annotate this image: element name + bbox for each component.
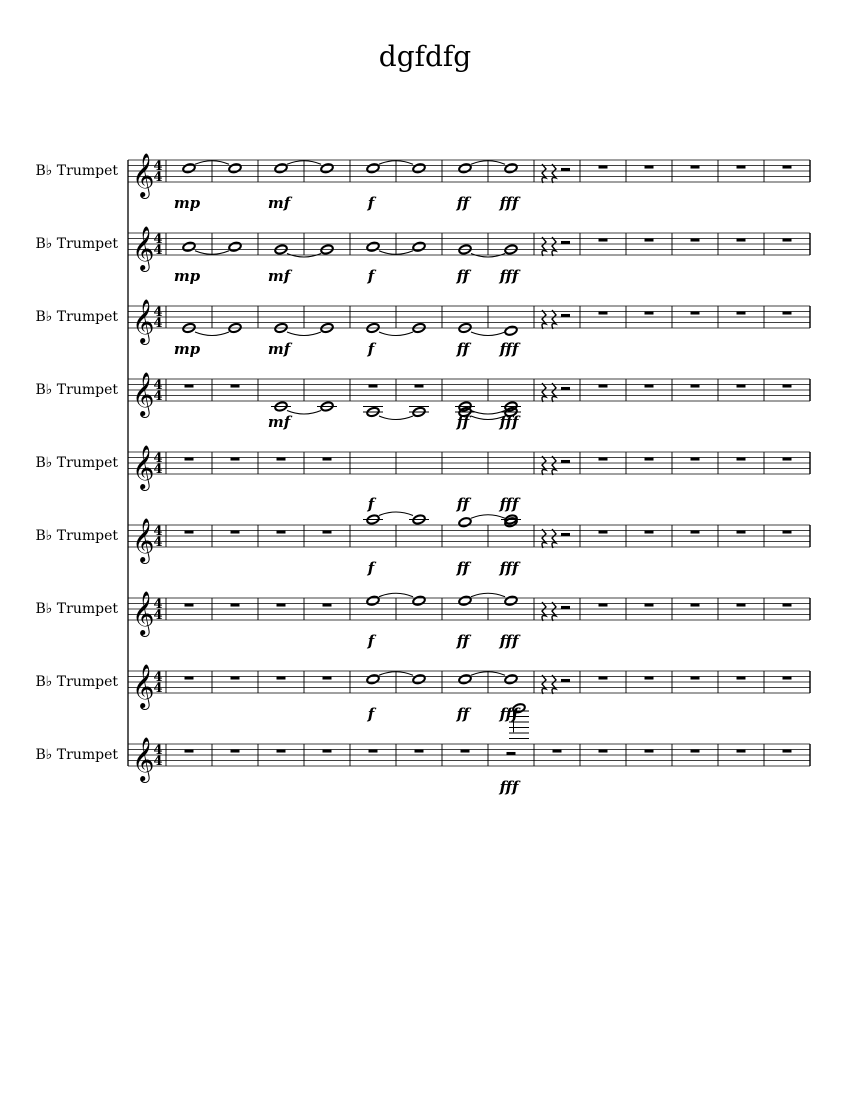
dynamic-ff: ff [456, 194, 470, 212]
whole-note [458, 674, 472, 685]
dynamic-fff: fff [499, 705, 519, 723]
whole-note [228, 241, 242, 252]
time-signature-numerator: 4 [153, 524, 163, 539]
tie [379, 512, 413, 516]
whole-rest [599, 385, 608, 388]
dynamic-ff: ff [456, 632, 470, 650]
whole-rest [691, 531, 700, 534]
whole-rest [599, 750, 608, 753]
dynamic-fff: fff [499, 340, 519, 358]
tie [471, 593, 505, 597]
whole-rest [783, 385, 792, 388]
instrument-label: B♭ Trumpet [35, 382, 118, 398]
whole-rest [783, 166, 792, 169]
time-signature-denominator: 4 [153, 754, 163, 769]
tie [379, 332, 413, 336]
whole-rest [691, 677, 700, 680]
dynamic-f: f [367, 705, 375, 723]
half-rest [561, 314, 570, 317]
whole-note [366, 163, 380, 174]
quarter-rest [552, 237, 556, 256]
dynamic-mf: mf [267, 413, 291, 431]
whole-note [504, 325, 518, 336]
whole-rest [231, 604, 240, 607]
whole-rest [737, 312, 746, 315]
instrument-label: B♭ Trumpet [35, 601, 118, 617]
whole-rest [783, 239, 792, 242]
quarter-rest [542, 164, 546, 183]
whole-rest [277, 677, 286, 680]
instrument-label: B♭ Trumpet [35, 236, 118, 252]
dynamic-f: f [367, 495, 375, 513]
instrument-label: B♭ Trumpet [35, 528, 118, 544]
whole-rest [553, 750, 562, 753]
whole-rest [645, 531, 654, 534]
dynamic-ff: ff [456, 340, 470, 358]
whole-rest [783, 312, 792, 315]
dynamic-f: f [367, 267, 375, 285]
whole-note [366, 595, 380, 606]
dynamic-mf: mf [267, 194, 291, 212]
quarter-rest [552, 675, 556, 694]
whole-note [366, 241, 380, 252]
half-rest [507, 752, 516, 755]
whole-rest [323, 531, 332, 534]
tie [471, 332, 505, 336]
quarter-rest [542, 237, 546, 256]
treble-clef-icon: 𝄞 [132, 591, 155, 635]
time-signature-numerator: 4 [153, 597, 163, 612]
whole-note [412, 674, 426, 685]
treble-clef-icon: 𝄞 [132, 372, 155, 416]
whole-note [412, 241, 426, 252]
instrument-label: B♭ Trumpet [35, 163, 118, 179]
whole-rest [599, 239, 608, 242]
whole-note [182, 163, 196, 174]
whole-rest [737, 385, 746, 388]
whole-rest [645, 385, 654, 388]
whole-rest [645, 312, 654, 315]
dynamic-ff: ff [456, 267, 470, 285]
whole-rest [231, 385, 240, 388]
whole-rest [185, 677, 194, 680]
whole-rest [599, 166, 608, 169]
whole-rest [783, 604, 792, 607]
quarter-rest [552, 456, 556, 475]
whole-rest [185, 531, 194, 534]
dynamic-f: f [367, 559, 375, 577]
whole-rest [737, 166, 746, 169]
whole-note [504, 674, 518, 685]
whole-rest [599, 531, 608, 534]
dynamic-f: f [367, 194, 375, 212]
time-signature-denominator: 4 [153, 170, 163, 185]
treble-clef-icon: 𝄞 [132, 445, 155, 489]
whole-rest [783, 458, 792, 461]
whole-rest [691, 604, 700, 607]
time-signature-denominator: 4 [153, 389, 163, 404]
dynamic-ff: ff [456, 705, 470, 723]
whole-rest [369, 750, 378, 753]
whole-rest [231, 531, 240, 534]
whole-rest [415, 385, 424, 388]
dynamic-mf: mf [267, 267, 291, 285]
treble-clef-icon: 𝄞 [132, 226, 155, 270]
dynamic-fff: fff [499, 632, 519, 650]
whole-rest [691, 312, 700, 315]
whole-rest [185, 458, 194, 461]
instrument-label: B♭ Trumpet [35, 747, 118, 763]
quarter-rest [542, 675, 546, 694]
quarter-rest [542, 529, 546, 548]
whole-note [228, 163, 242, 174]
dynamic-mp: mp [173, 267, 201, 285]
quarter-rest [542, 310, 546, 329]
time-signature-denominator: 4 [153, 681, 163, 696]
whole-note [458, 163, 472, 174]
time-signature-denominator: 4 [153, 243, 163, 258]
whole-note [458, 517, 472, 528]
whole-rest [645, 750, 654, 753]
time-signature-denominator: 4 [153, 535, 163, 550]
whole-rest [599, 458, 608, 461]
whole-rest [323, 604, 332, 607]
dynamic-f: f [367, 340, 375, 358]
instrument-label: B♭ Trumpet [35, 309, 118, 325]
dynamic-mf: mf [267, 340, 291, 358]
whole-rest [691, 385, 700, 388]
whole-rest [783, 531, 792, 534]
tie [287, 332, 321, 336]
dynamic-fff: fff [499, 413, 519, 431]
time-signature-numerator: 4 [153, 378, 163, 393]
quarter-rest [552, 529, 556, 548]
half-rest [561, 679, 570, 682]
whole-rest [323, 750, 332, 753]
time-signature-denominator: 4 [153, 462, 163, 477]
whole-rest [277, 750, 286, 753]
whole-rest [737, 239, 746, 242]
half-rest [561, 606, 570, 609]
whole-note [504, 163, 518, 174]
whole-note [366, 674, 380, 685]
dynamic-fff: fff [499, 194, 519, 212]
whole-rest [737, 531, 746, 534]
treble-clef-icon: 𝄞 [132, 664, 155, 708]
tie [379, 416, 413, 420]
quarter-rest [552, 602, 556, 621]
tie [287, 411, 321, 415]
whole-rest [415, 750, 424, 753]
half-rest [561, 460, 570, 463]
dynamic-ff: ff [456, 495, 470, 513]
whole-rest [277, 531, 286, 534]
instrument-label: B♭ Trumpet [35, 674, 118, 690]
whole-rest [185, 750, 194, 753]
whole-rest [691, 458, 700, 461]
whole-rest [599, 312, 608, 315]
score-title: dgfdfg [378, 40, 472, 73]
whole-rest [737, 604, 746, 607]
time-signature-denominator: 4 [153, 316, 163, 331]
whole-rest [461, 750, 470, 753]
whole-rest [645, 677, 654, 680]
instrument-label: B♭ Trumpet [35, 455, 118, 471]
whole-rest [323, 458, 332, 461]
whole-note [412, 163, 426, 174]
whole-rest [737, 458, 746, 461]
whole-rest [737, 750, 746, 753]
time-signature-denominator: 4 [153, 608, 163, 623]
quarter-rest [542, 456, 546, 475]
dynamic-mp: mp [173, 340, 201, 358]
whole-rest [645, 604, 654, 607]
dynamic-f: f [367, 632, 375, 650]
whole-rest [185, 385, 194, 388]
whole-rest [645, 166, 654, 169]
quarter-rest [542, 383, 546, 402]
time-signature-numerator: 4 [153, 232, 163, 247]
half-rest [561, 168, 570, 171]
whole-rest [783, 677, 792, 680]
time-signature-numerator: 4 [153, 743, 163, 758]
dynamic-fff: fff [499, 778, 519, 796]
time-signature-numerator: 4 [153, 670, 163, 685]
whole-rest [277, 458, 286, 461]
whole-rest [645, 458, 654, 461]
whole-rest [691, 750, 700, 753]
whole-rest [599, 604, 608, 607]
whole-note [182, 241, 196, 252]
quarter-rest [552, 164, 556, 183]
half-rest [561, 241, 570, 244]
whole-rest [277, 604, 286, 607]
dynamic-mp: mp [173, 194, 201, 212]
whole-rest [185, 604, 194, 607]
treble-clef-icon: 𝄞 [132, 737, 155, 781]
quarter-rest [542, 602, 546, 621]
whole-rest [323, 677, 332, 680]
whole-rest [599, 677, 608, 680]
whole-rest [691, 166, 700, 169]
time-signature-numerator: 4 [153, 305, 163, 320]
tie [379, 593, 413, 597]
treble-clef-icon: 𝄞 [132, 518, 155, 562]
half-rest [561, 387, 570, 390]
tie [195, 332, 229, 336]
whole-rest [783, 750, 792, 753]
treble-clef-icon: 𝄞 [132, 153, 155, 197]
whole-rest [231, 458, 240, 461]
dynamic-fff: fff [499, 495, 519, 513]
whole-note [458, 595, 472, 606]
dynamic-ff: ff [456, 413, 470, 431]
whole-rest [645, 239, 654, 242]
whole-rest [691, 239, 700, 242]
dynamic-fff: fff [499, 559, 519, 577]
whole-note [320, 163, 334, 174]
whole-note [412, 595, 426, 606]
whole-rest [231, 677, 240, 680]
quarter-rest [552, 310, 556, 329]
whole-rest [231, 750, 240, 753]
time-signature-numerator: 4 [153, 451, 163, 466]
treble-clef-icon: 𝄞 [132, 299, 155, 343]
whole-note [504, 595, 518, 606]
dynamic-fff: fff [499, 267, 519, 285]
tie [471, 515, 505, 519]
time-signature-numerator: 4 [153, 159, 163, 174]
whole-rest [737, 677, 746, 680]
quarter-rest [552, 383, 556, 402]
half-rest [561, 533, 570, 536]
dynamic-ff: ff [456, 559, 470, 577]
whole-rest [369, 385, 378, 388]
whole-note [274, 163, 288, 174]
